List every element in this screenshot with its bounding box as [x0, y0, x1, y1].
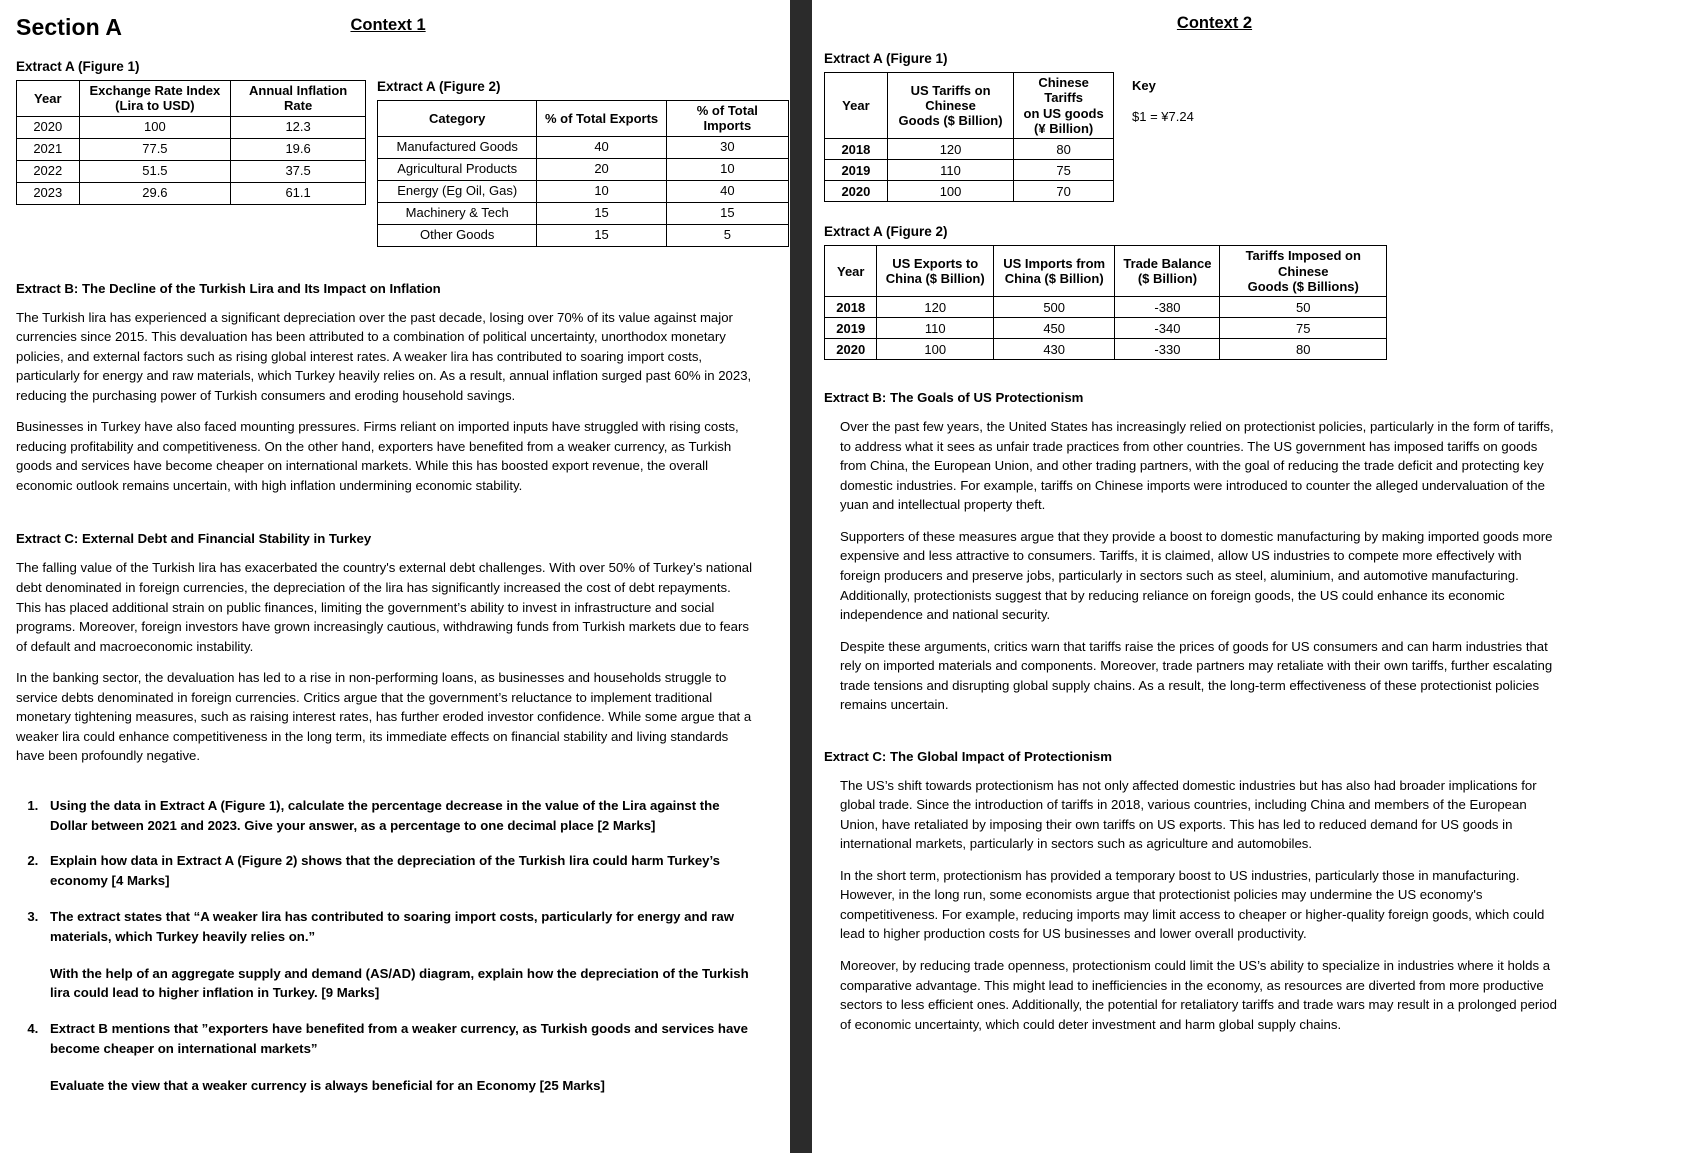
cell-exports: 15 [537, 224, 666, 246]
right-header-row [824, 14, 1661, 33]
question-2-text: 2. Explain how data in Extract A (Figure 2) shows that the depreciation of the Turkish lira could harm Turkey’s economy [4 Marks] [50, 853, 720, 889]
context-1-title: Context 1 [350, 16, 426, 34]
cell-year: 2020 [825, 339, 877, 360]
col-tariffs-line2: Goods ($ Billions) [1247, 278, 1359, 294]
context-1-column [0, 0, 790, 1153]
col-pct-total-imports: % of Total Imports [666, 101, 788, 137]
cell-year: 2023 [17, 182, 80, 204]
extract-b-paragraph-2-right: Supporters of these measures argue that they provide a boost to domestic manufacturing by making imported goods more expensive and less attractive to consumers. Tariffs, it is claimed, allow US industries to compete more effectively with foreign producers and preserve jobs, particularly in sectors such as steel, aluminium, and automotive manufacturing. Additionally, protectionists suggest that by reducing reliance on foreign goods, the US could enhance its economic independence and national security. [840, 528, 1553, 623]
question-item [42, 907, 750, 1003]
col-pct-total-exports: % of Total Exports [537, 101, 666, 137]
col-trade-balance-line1: Trade Balance [1123, 255, 1212, 271]
cell-us-exports: 110 [877, 318, 994, 339]
cell-us-tariffs: 100 [887, 181, 1013, 202]
col-year: Year [825, 246, 877, 297]
right-figure-2-block [824, 224, 1661, 360]
col-cn-tariffs-line3: (¥ Billion) [1034, 120, 1094, 136]
table-row [17, 116, 366, 138]
extract-c-paragraph-2: In the banking sector, the devaluation has led to a rise in non-performing loans, as businesses and households struggle to service debts denominated in foreign currencies. Critics argue that the government’s reluctance to implement traditional monetary tightening measures, such as raising interest rates, has further eroded investor confidence. While some argue that a weaker lira could enhance competitiveness in the long term, its immediate effects on financial stability and living standards have been profoundly negative. [16, 670, 752, 764]
cell-tariffs-imposed: 80 [1220, 339, 1387, 360]
col-exchange-rate-index [79, 81, 231, 117]
extract-spacer [16, 507, 756, 531]
cell-tariffs-imposed: 75 [1220, 318, 1387, 339]
right-extract-c-block [824, 749, 1661, 1034]
cell-exports: 40 [537, 136, 666, 158]
table-row [378, 136, 789, 158]
table-row [378, 202, 789, 224]
table-row [825, 318, 1387, 339]
cell-inflation: 37.5 [231, 160, 366, 182]
table-row [825, 297, 1387, 318]
col-us-tariffs-line1: US Tariffs on Chinese [910, 82, 991, 113]
cell-category: Energy (Eg Oil, Gas) [378, 180, 537, 202]
left-figure-2-block [377, 59, 789, 247]
cell-trade-balance: -340 [1115, 318, 1220, 339]
cell-imports: 5 [666, 224, 788, 246]
col-us-exports-line2: China ($ Billion) [885, 271, 985, 287]
cell-year: 2018 [825, 297, 877, 318]
cell-exchange-rate: 51.5 [79, 160, 231, 182]
cell-year: 2022 [17, 160, 80, 182]
extract-c-heading: Extract C: External Debt and Financial Stability in Turkey [16, 531, 372, 547]
question-4-subtext: Evaluate the view that a weaker currency is always beneficial for an Economy [25 Marks] [50, 1077, 605, 1093]
right-figure-1-block [824, 51, 1661, 202]
extract-b-paragraph-2: Businesses in Turkey have also faced mounting pressures. Firms reliant on imported inputs have struggled with rising costs, reducing profitability and competitiveness. On the other hand, exporters have benefited from a weaker currency, as Turkish goods and services have become cheaper on international markets. While this has boosted export revenue, the overall economic outlook remains uncertain, with high inflation undermining economic stability. [16, 419, 739, 493]
col-us-exports-line1: US Exports to [892, 255, 979, 271]
exchange-rate-inflation-table [16, 80, 366, 205]
tariffs-table [824, 72, 1114, 202]
exchange-rate-key [1132, 72, 1194, 124]
cell-cn-tariffs: 80 [1014, 139, 1114, 160]
cell-imports: 10 [666, 158, 788, 180]
extract-c-paragraph-2-right: In the short term, protectionism has provided a temporary boost to US industries, particularly those in manufacturing. However, in the long run, some economists argue that protectionist policies may undermine the US economy's competitiveness. For example, reducing imports may limit access to cheaper or higher-quality foreign goods, which could lead to higher production costs for US businesses and lower overall productivity. [840, 867, 1545, 942]
extract-c-paragraph-1-right: The US’s shift towards protectionism has not only affected domestic industries but has also had broader implications for global trade. Since the introduction of tariffs in 2018, various countries, including China and members of the European Union, have retaliated by imposing their own tariffs on US exports. This has led to reduced demand for US goods in international markets, particularly in sectors such as agriculture and automobiles. [840, 777, 1537, 852]
figure-1-with-key [824, 72, 1661, 202]
col-exchange-rate-index-line1: Exchange Rate Index [89, 83, 221, 98]
question-3-subtext: With the help of an aggregate supply and demand (AS/AD) diagram, explain how the depreciation of the Turkish lira could lead to higher inflation in Turkey. [9 Marks] [50, 965, 749, 1001]
extract-b-paragraph-3-right: Despite these arguments, critics warn that tariffs raise the prices of goods for US consumers and can harm industries that rely on imported materials and components. Moreover, trade partners may retaliate with their own tariffs, further escalating trade tensions and disrupting global supply chains. As a result, the long-term effectiveness of these protectionist policies remains uncertain. [840, 638, 1553, 713]
cell-year: 2020 [825, 181, 888, 202]
col-exchange-rate-index-line2: (Lira to USD) [115, 98, 195, 114]
col-category: Category [378, 101, 537, 137]
extract-c-body-right [840, 776, 1562, 1034]
col-chinese-tariffs-us-goods [1014, 73, 1114, 139]
table-header-row [825, 246, 1387, 297]
question-4-text: 4. Extract B mentions that ”exporters have benefited from a weaker currency, as Turkish goods and services have become cheaper on international markets” [50, 1021, 748, 1056]
cell-year: 2019 [825, 160, 888, 181]
table-row [825, 181, 1114, 202]
extract-a-figure-1-label-right: Extract A (Figure 1) [824, 51, 948, 66]
col-year: Year [17, 81, 80, 117]
col-annual-inflation-rate: Annual Inflation Rate [231, 81, 366, 117]
extract-c-paragraph-1: The falling value of the Turkish lira has exacerbated the country's external debt challenges. With over 50% of Turkey’s national debt denominated in foreign currencies, the depreciation of the lira has significantly increased the cost of debt repayments. This has placed additional strain on public finances, limiting the government’s ability to invest in infrastructure and social programs. Moreover, foreign investors have grown increasingly cautious, withdrawing funds from Turkish markets due to fears of default and macroeconomic instability. [16, 560, 753, 654]
cell-cn-tariffs: 75 [1014, 160, 1114, 181]
table-header-row [378, 101, 789, 137]
cell-exports: 10 [537, 180, 666, 202]
cell-imports: 15 [666, 202, 788, 224]
table-header-row [17, 81, 366, 117]
cell-trade-balance: -380 [1115, 297, 1220, 318]
cell-cn-tariffs: 70 [1014, 181, 1114, 202]
table-row [17, 182, 366, 204]
extract-b-heading-right: Extract B: The Goals of US Protectionism [824, 390, 1084, 406]
cell-imports: 30 [666, 136, 788, 158]
context-2-column [812, 0, 1685, 1153]
questions-list [16, 796, 756, 1096]
col-trade-balance [1115, 246, 1220, 297]
cell-exchange-rate: 100 [79, 116, 231, 138]
extract-b-paragraph-1-right: Over the past few years, the United States has increasingly relied on protectionist policies, particularly in the form of tariffs, to address what it sees as unfair trade practices from other countries. The US government has imposed tariffs on goods from China, the European Union, and other trading partners, with the goal of reducing the trade deficit and protecting key domestic industries. For example, tariffs on Chinese imports were introduced to counter the alleged undervaluation of the yuan and intellectual property theft. [840, 419, 1554, 513]
cell-inflation: 19.6 [231, 138, 366, 160]
cell-trade-balance: -330 [1115, 339, 1220, 360]
table-row [825, 139, 1114, 160]
question-1-text: 1. Using the data in Extract A (Figure 1), calculate the percentage decrease in the value of the Lira against the Dollar between 2021 and 2023. Give your answer, as a percentage to one decimal place [2 Marks] [50, 797, 720, 833]
cell-us-imports: 500 [993, 297, 1114, 318]
extract-c-heading-right: Extract C: The Global Impact of Protectionism [824, 748, 1112, 764]
cell-inflation: 12.3 [231, 116, 366, 138]
col-us-imports-from-china [993, 246, 1114, 297]
col-cn-tariffs-line1: Chinese Tariffs [1038, 75, 1089, 106]
exports-imports-composition-table [377, 100, 789, 247]
cell-exchange-rate: 29.6 [79, 182, 231, 204]
question-item [42, 851, 750, 891]
cell-us-exports: 120 [877, 297, 994, 318]
col-tariffs-imposed [1220, 246, 1387, 297]
cell-category: Other Goods [378, 224, 537, 246]
cell-year: 2018 [825, 139, 888, 160]
extract-a-figure-1-label: Extract A (Figure 1) [16, 59, 140, 74]
table-row [825, 339, 1387, 360]
table-header-row [825, 73, 1114, 139]
cell-category: Machinery & Tech [378, 202, 537, 224]
cell-category: Manufactured Goods [378, 136, 537, 158]
table-row [378, 158, 789, 180]
left-prose [16, 281, 756, 1096]
cell-year: 2021 [17, 138, 80, 160]
cell-imports: 40 [666, 180, 788, 202]
col-trade-balance-line2: ($ Billion) [1137, 271, 1198, 287]
key-label: Key [1132, 78, 1156, 93]
left-tables-group [16, 59, 774, 247]
cell-exchange-rate: 77.5 [79, 138, 231, 160]
extract-b-heading: Extract B: The Decline of the Turkish Lira and Its Impact on Inflation [16, 280, 441, 296]
cell-us-imports: 430 [993, 339, 1114, 360]
question-3-text: 3. The extract states that “A weaker lira has contributed to soaring import costs, particularly for energy and raw materials, which Turkey heavily relies on.” [50, 908, 734, 944]
cell-category: Agricultural Products [378, 158, 537, 180]
col-us-tariffs-line2: Goods ($ Billion) [898, 113, 1003, 129]
col-tariffs-line1: Tariffs Imposed on Chinese [1245, 248, 1361, 279]
us-china-trade-table [824, 245, 1387, 360]
left-header-row [16, 8, 774, 41]
right-extract-b-block [824, 390, 1661, 714]
cell-us-tariffs: 120 [887, 139, 1013, 160]
cell-inflation: 61.1 [231, 182, 366, 204]
left-figure-1-block [16, 59, 366, 205]
cell-us-tariffs: 110 [887, 160, 1013, 181]
col-us-tariffs-chinese-goods [887, 73, 1013, 139]
table-row [825, 160, 1114, 181]
table-row [378, 180, 789, 202]
cell-exports: 15 [537, 202, 666, 224]
table-row [17, 138, 366, 160]
extract-b-paragraph-1: The Turkish lira has experienced a significant depreciation over the past decade, losing over 70% of its value against major currencies since 2015. This devaluation has been attributed to a combination of political uncertainty, unorthodox monetary policies, and external factors such as rising global interest rates. A weaker lira has contributed to soaring import costs, particularly for energy and raw materials, which Turkey heavily relies on. As a result, annual inflation surged past 60% in 2023, reducing the purchasing power of Turkish consumers and eroding household savings. [16, 309, 752, 403]
cell-us-imports: 450 [993, 318, 1114, 339]
cell-exports: 20 [537, 158, 666, 180]
col-us-exports-to-china [877, 246, 994, 297]
cell-year: 2020 [17, 116, 80, 138]
col-us-imports-line2: China ($ Billion) [1004, 271, 1104, 287]
page-divider [790, 0, 812, 1153]
extract-b-body-right [840, 417, 1562, 714]
col-us-imports-line1: US Imports from [1003, 255, 1106, 271]
cell-tariffs-imposed: 50 [1220, 297, 1387, 318]
extract-a-figure-2-label-right: Extract A (Figure 2) [824, 224, 948, 240]
cell-year: 2019 [825, 318, 877, 339]
table-row [17, 160, 366, 182]
key-value: $1 = ¥7.24 [1132, 109, 1194, 124]
extract-a-figure-2-label: Extract A (Figure 2) [377, 79, 501, 94]
question-item [42, 796, 750, 836]
page-title: Section A [16, 14, 123, 40]
extract-c-paragraph-3-right: Moreover, by reducing trade openness, protectionism could limit the US’s ability to specialize in industries where it holds a comparative advantage. This might lead to inefficiencies in the economy, as resources are diverted from more productive sectors to less efficient ones. Additionally, the potential for retaliatory tariffs and trade wars may result in a prolonged period of economic uncertainty, which could deter investment and harm global supply chains. [840, 957, 1557, 1032]
cell-us-exports: 100 [877, 339, 994, 360]
question-item [42, 1019, 750, 1095]
col-cn-tariffs-line2: on US goods [1023, 105, 1104, 121]
context-2-title: Context 2 [1176, 14, 1253, 32]
table-row [378, 224, 789, 246]
col-year: Year [825, 73, 888, 139]
